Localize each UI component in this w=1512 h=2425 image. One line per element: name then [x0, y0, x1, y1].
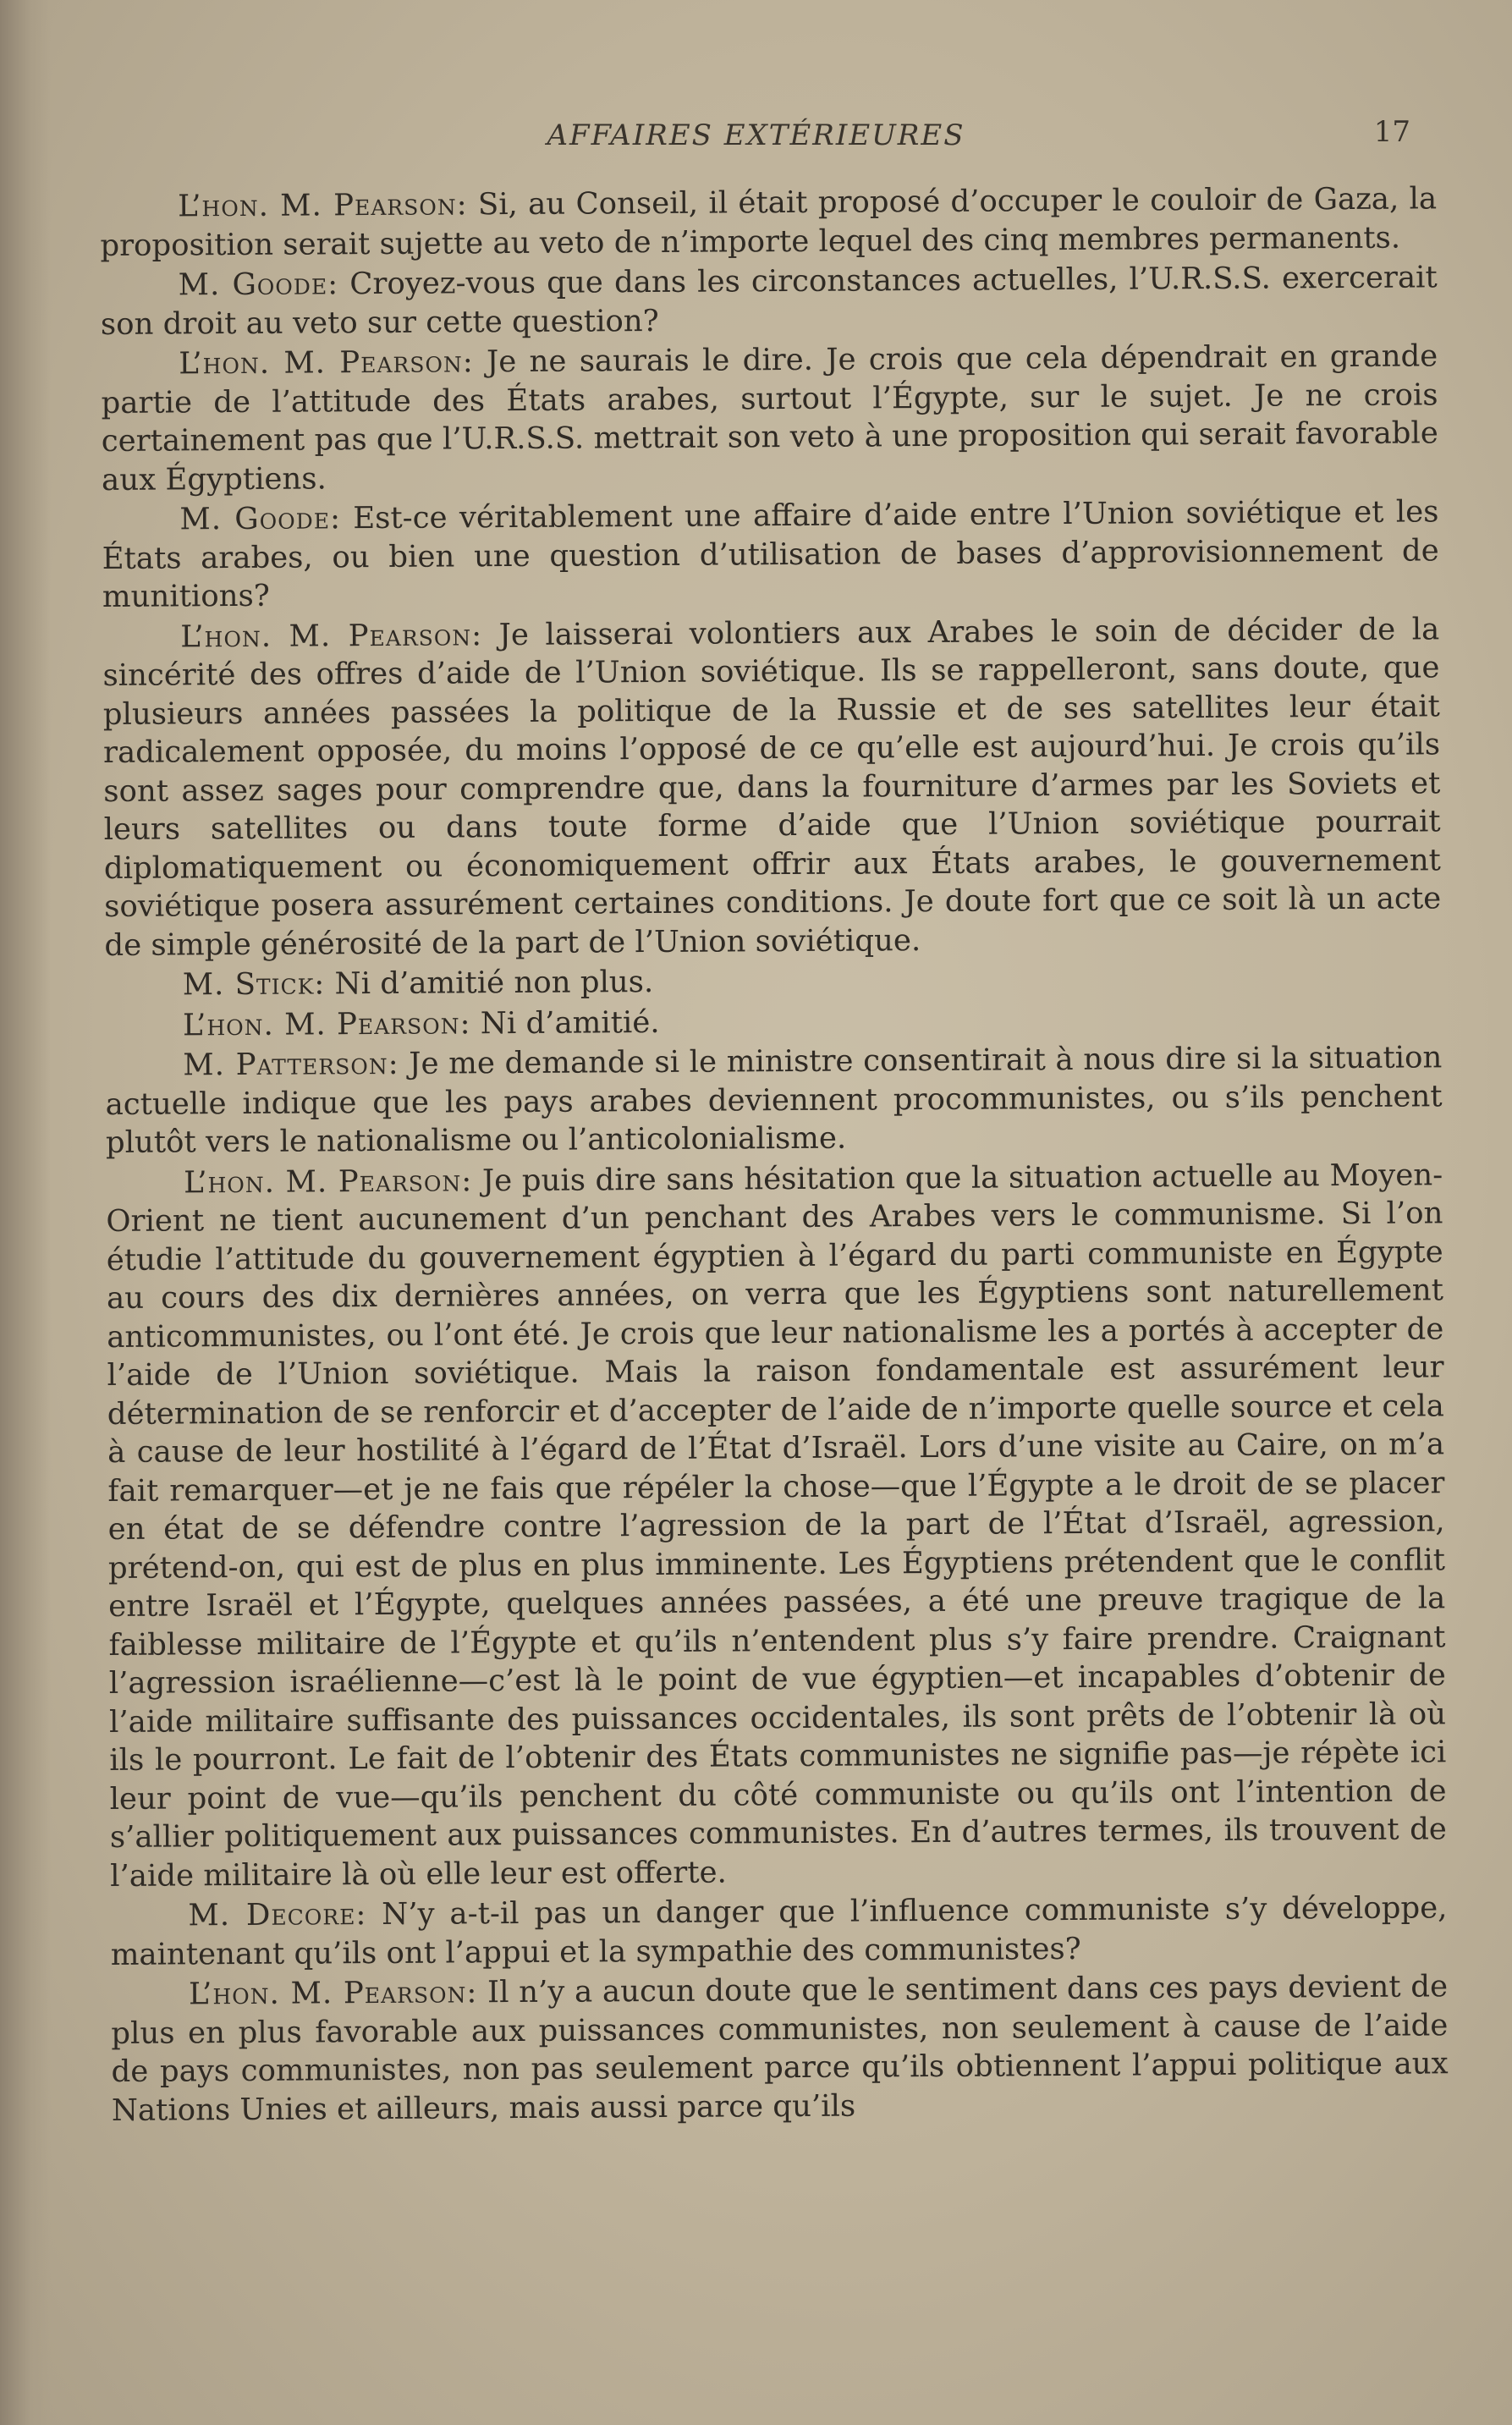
- paragraph: [110, 1889, 1448, 1974]
- body-text: [100, 179, 1449, 2131]
- speaker-name: L’hon. M. Pearson:: [182, 1005, 471, 1042]
- paragraph: [106, 1156, 1447, 1895]
- running-title: AFFAIRES EXTÉRIEURES: [547, 118, 965, 152]
- paragraph-text: Croyez-vous que dans les circonstances actuelles, l’U.R.S.S. exercerait son droit au veto sur cette question?: [100, 260, 1438, 342]
- paragraph-text: Est-ce véritablement une affaire d’aide entre l’Union soviétique et les États arabes, ou bien une question d’utilisation de bases d’approvisionnement de munitions?: [102, 494, 1439, 614]
- page-number: 17: [1373, 115, 1410, 149]
- running-header: [93, 115, 1419, 161]
- paragraph-text: Je me demande si le ministre consentirait à nous dire si la situation actuelle indique que les pays arabes deviennent procommunistes, ou s’ils penchent plutôt vers le nationalisme ou l’anticolonialisme.: [105, 1040, 1443, 1160]
- paragraph-text: N’y a-t-il pas un danger que l’influence communiste s’y développe, maintenant qu’ils ont l’appui et la sympathie des communistes?: [110, 1890, 1448, 1972]
- binding-shadow: [0, 0, 51, 2425]
- paragraph-text: Il n’y a aucun doute que le sentiment dans ces pays devient de plus en plus favorable aux puissances communistes, non seulement à cause de l’aide de pays communistes, non pas seulement parce qu’ils obtiennent l’appui politique aux Nations Unies et ailleurs, mais aussi parce qu’ils: [111, 1969, 1449, 2128]
- speaker-name: M. Decore:: [188, 1897, 367, 1933]
- speaker-name: L’hon. M. Pearson:: [188, 1975, 478, 2012]
- speaker-name: L’hon. M. Pearson:: [179, 344, 474, 382]
- paragraph: [111, 1967, 1449, 2130]
- speaker-name: M. Patterson:: [183, 1046, 399, 1083]
- paragraph-text: Je laisserai volontiers aux Arabes le soin de décider de la sincérité des offres d’aide de l’Union soviétique. Ils se rappelleront, sans doute, que plusieurs années passées la politique de la Russie et de ses satellites leur était radicalement opposée, du moins l’opposé de ce qu’elle est aujourd’hui. Je crois qu’ils sont assez sages pour comprendre que, dans la fourniture d’armes par les Soviets et leurs satellites ou dans toute forme d’aide que l’Union soviétique pourrait diplomatiquement ou économiquement offrir aux États arabes, le gouvernement soviétique posera assurément certaines conditions. Je doute fort que ce soit là un acte de simple générosité de la part de l’Union soviétique.: [102, 611, 1442, 963]
- paragraph: [101, 258, 1438, 344]
- speaker-name: L’hon. M. Pearson:: [184, 1163, 473, 1200]
- paragraph-text: Je ne saurais le dire. Je crois que cela dépendrait en grande partie de l’attitude des États arabes, surtout l’Égypte, sur le sujet. Je ne crois certainement pas que l’U.R.S.S. mettrait son veto à une proposition qui serait favorable aux Égyptiens.: [101, 338, 1438, 498]
- paragraph: [102, 492, 1439, 616]
- paragraph: [100, 179, 1438, 265]
- paragraph-text: Ni d’amitié.: [470, 1004, 660, 1041]
- speaker-name: M. Stick:: [182, 966, 326, 1003]
- speaker-name: M. Goode:: [179, 501, 342, 537]
- paragraph-text: Je puis dire sans hésitation que la situation actuelle au Moyen-Orient ne tient aucunement d’un penchant des Arabes vers le communisme. Si l’on étudie l’attitude du gouvernement égyptien à l’égard du parti communiste en Égypte au cours des dix dernières années, on verra que les Égyptiens sont naturellement anticommunistes, ou l’ont été. Je crois que leur nationalisme les a portés à accepter de l’aide de l’Union soviétique. Mais la raison fondamentale est assurément leur détermination de se renforcir et d’accepter de l’aide de n’importe quelle source et cela à cause de leur hostilité à l’égard de l’État d’Israël. Lors d’une visite au Caire, on m’a fait remarquer—et je ne fais que répéler la chose—que l’Égypte a le droit de se placer en état de se défendre contre l’agression de la part de l’État d’Israël, agression, prétend-on, qui est de plus en plus imminente. Les Égyptiens prétendent que le conflit entre Israël et l’Égypte, quelques années passées, a été une preuve tragique de la faiblesse militaire de l’Égypte et qu’ils n’entendent plus s’y faire prendre. Craignant l’agression israélienne—c’est là le point de vue égyptien—et incapables d’obtenir de l’aide militaire suffisante des puissances occidentales, ils sont prêts de l’obtenir là où ils le pourront. Le fait de l’obtenir des États communistes ne signifie pas—je répète ici leur point de vue—qu’ils penchent du côté communiste ou qu’ils ont l’intention de s’allier politiquement aux puissances communistes. En d’autres termes, ils trouvent de l’aide militaire là où elle leur est offerte.: [106, 1157, 1448, 1894]
- speaker-name: L’hon. M. Pearson:: [180, 617, 483, 654]
- paragraph: [105, 958, 1442, 1004]
- paragraph: [105, 1038, 1443, 1162]
- paragraph: [101, 337, 1438, 499]
- speaker-name: M. Goode:: [178, 267, 339, 303]
- paragraph: [105, 998, 1442, 1045]
- paragraph-text: Ni d’amitié non plus.: [325, 965, 654, 1002]
- paragraph: [102, 610, 1441, 965]
- speaker-name: L’hon. M. Pearson:: [178, 187, 468, 224]
- paragraph-text: Si, au Conseil, il était proposé d’occuper le couloir de Gaza, la proposition serait sujette au veto de n’importe lequel des cinq membres permanents.: [100, 181, 1438, 263]
